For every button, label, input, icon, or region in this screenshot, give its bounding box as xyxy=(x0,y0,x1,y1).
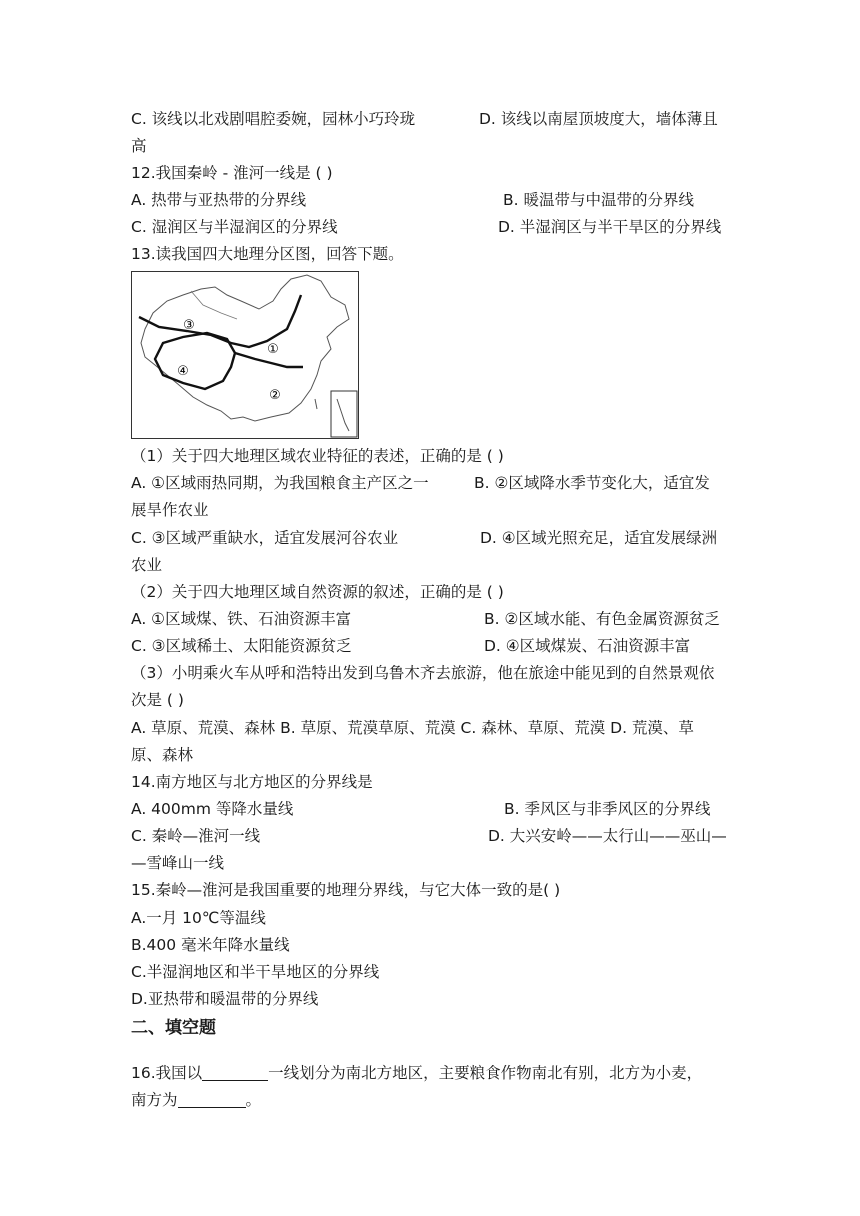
q16-text-3: 南方为 xyxy=(131,1091,178,1109)
q14-option-a: A. 400mm 等降水量线 xyxy=(131,800,294,818)
q15-option-b: B.400 毫米年降水量线 xyxy=(131,936,290,954)
q14-stem: 14.南方地区与北方地区的分界线是 xyxy=(131,773,373,791)
q13-3-stem-cont: 次是 ( ) xyxy=(131,691,184,709)
q13-1-stem: （1）关于四大地理区域农业特征的表述，正确的是 ( ) xyxy=(131,447,504,465)
q13-1-option-d-cont: 农业 xyxy=(131,556,163,574)
q16-text-1: 16.我国以 xyxy=(131,1064,203,1082)
map-label-3: ③ xyxy=(183,318,195,333)
q16-text-2: 一线划分为南北方地区，主要粮食作物南北有别，北方为小麦， xyxy=(268,1064,703,1082)
q13-3-options: A. 草原、荒漠、森林 B. 草原、荒漠草原、荒漠 C. 森林、草原、荒漠 D. 荒漠、草 xyxy=(131,719,694,737)
q12-option-a: A. 热带与亚热带的分界线 xyxy=(131,191,307,209)
q11-option-d-cont: 高 xyxy=(131,137,147,155)
q13-2-option-d: D. ④区域煤炭、石油资源丰富 xyxy=(484,637,691,655)
q13-2-stem: （2）关于四大地理区域自然资源的叙述，正确的是 ( ) xyxy=(131,583,504,601)
q13-3-options-cont: 原、森林 xyxy=(131,746,194,764)
q13-2-option-a: A. ①区域煤、铁、石油资源丰富 xyxy=(131,610,352,628)
q16-blank-1[interactable] xyxy=(202,1064,268,1081)
q14-option-b: B. 季风区与非季风区的分界线 xyxy=(504,800,711,818)
q13-1-option-a: A. ①区域雨热同期，为我国粮食主产区之一 xyxy=(131,474,429,492)
q15-option-d: D.亚热带和暖温带的分界线 xyxy=(131,990,319,1008)
q13-2-option-b: B. ②区域水能、有色金属资源贫乏 xyxy=(484,610,720,628)
q16-line2 xyxy=(131,1090,261,1110)
q13-1-option-b: B. ②区域降水季节变化大，适宜发 xyxy=(474,474,710,492)
q15-stem: 15.秦岭—淮河是我国重要的地理分界线，与它大体一致的是( ) xyxy=(131,881,561,899)
q15-option-a: A.一月 10℃等温线 xyxy=(131,909,266,927)
q11-option-d: D. 该线以南屋顶坡度大，墙体薄且 xyxy=(479,110,718,128)
q15-option-c: C.半湿润地区和半干旱地区的分界线 xyxy=(131,963,380,981)
q14-option-d-cont: —雪峰山一线 xyxy=(131,854,225,872)
q13-3-stem: （3）小明乘火车从呼和浩特出发到乌鲁木齐去旅游，他在旅途中能见到的自然景观依 xyxy=(131,664,715,682)
q13-1-option-b-cont: 展旱作农业 xyxy=(131,501,209,519)
q12-option-d: D. 半湿润区与半干旱区的分界线 xyxy=(498,218,722,236)
map-label-4: ④ xyxy=(177,364,189,379)
q14-option-d: D. 大兴安岭——太行山——巫山— xyxy=(488,827,727,845)
q13-1-option-d: D. ④区域光照充足，适宜发展绿洲 xyxy=(480,529,718,547)
q12-option-b: B. 暖温带与中温带的分界线 xyxy=(503,191,694,209)
map-label-2: ② xyxy=(269,388,281,403)
section-title-fill-in: 二、填空题 xyxy=(131,1018,216,1038)
q11-option-c: C. 该线以北戏剧唱腔委婉，园林小巧玲珑 xyxy=(131,110,416,128)
q12-option-c: C. 湿润区与半湿润区的分界线 xyxy=(131,218,338,236)
q16-text-4: 。 xyxy=(245,1091,262,1109)
q16-line1 xyxy=(131,1063,702,1083)
q13-2-option-c: C. ③区域稀土、太阳能资源贫乏 xyxy=(131,637,352,655)
q16-blank-2[interactable] xyxy=(178,1091,246,1108)
q13-1-option-c: C. ③区域严重缺水，适宜发展河谷农业 xyxy=(131,529,399,547)
map-label-1: ① xyxy=(267,342,279,357)
china-regions-map xyxy=(131,271,359,439)
q12-stem: 12.我国秦岭 - 淮河一线是 ( ) xyxy=(131,164,333,182)
q13-stem: 13.读我国四大地理分区图，回答下题。 xyxy=(131,245,404,263)
q14-option-c: C. 秦岭—淮河一线 xyxy=(131,827,261,845)
